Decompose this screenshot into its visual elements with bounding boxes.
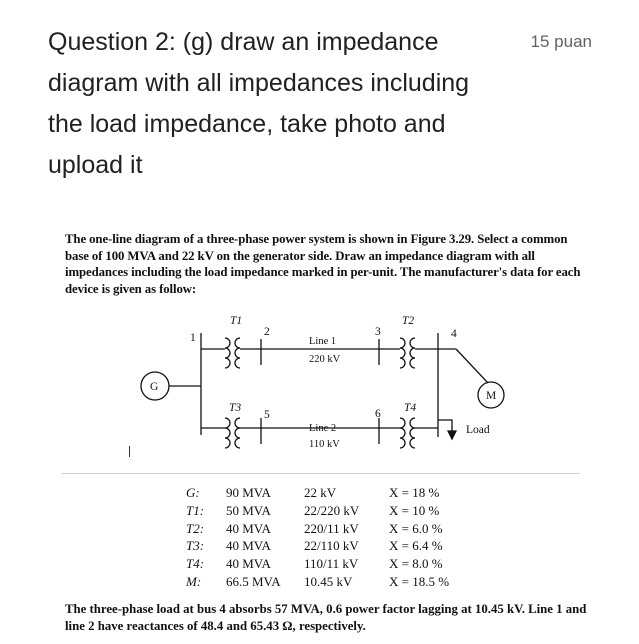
device-kv: 22/220 kV xyxy=(304,502,360,518)
device-name: T2: xyxy=(186,520,205,536)
one-line-diagram xyxy=(0,215,639,475)
transformer-label-t4: T4 xyxy=(404,402,417,414)
table-row xyxy=(186,520,449,538)
bus-label-1: 1 xyxy=(190,332,196,344)
transformer-label-t1: T1 xyxy=(230,315,243,327)
device-reactance: X = 18 % xyxy=(389,485,440,500)
device-mva: 40 MVA xyxy=(226,556,271,572)
table-row xyxy=(186,502,449,520)
device-reactance: X = 8.0 % xyxy=(389,556,443,572)
device-data-table xyxy=(186,484,449,591)
transformer-t1-symbol xyxy=(225,338,240,368)
bus-label-3: 3 xyxy=(375,326,381,338)
load-label: Load xyxy=(466,424,490,436)
transformer-t2-symbol xyxy=(400,338,415,368)
device-mva: 40 MVA xyxy=(226,538,271,554)
transformer-label-t2: T2 xyxy=(402,315,415,327)
line-2-name: Line 2 xyxy=(309,423,337,434)
device-mva: 40 MVA xyxy=(226,520,271,536)
device-name: T4: xyxy=(186,556,205,572)
problem-footer-text: The three-phase load at bus 4 absorbs 57 MVA, 0.6 power factor lagging at 10.45 kV. Line 1 and line 2 have reactances of 48.4 and 65.43 Ω, respectively. xyxy=(65,602,587,633)
question-title: Question 2: (g) draw an impedance diagram with all impedances including the load impedance, take photo and upload it xyxy=(48,28,470,179)
points-label: 15 puan xyxy=(530,32,592,51)
table-row xyxy=(186,484,449,502)
device-reactance: X = 6.0 % xyxy=(389,520,443,536)
device-kv: 110/11 kV xyxy=(304,556,359,572)
motor-label: M xyxy=(486,390,497,402)
device-reactance: X = 18.5 % xyxy=(389,573,450,589)
line-2-voltage: 110 kV xyxy=(309,439,340,450)
bus-label-2: 2 xyxy=(264,326,270,338)
bus-label-6: 6 xyxy=(375,408,381,420)
device-name: M: xyxy=(186,573,202,589)
device-mva: 66.5 MVA xyxy=(226,573,281,589)
problem-image xyxy=(0,215,639,644)
device-name: T1: xyxy=(186,502,205,518)
line-1-voltage: 220 kV xyxy=(309,354,341,365)
device-reactance: X = 10 % xyxy=(389,502,440,518)
section-divider xyxy=(62,473,580,474)
text-cursor-mark xyxy=(129,446,130,457)
device-kv: 22 kV xyxy=(304,485,337,500)
problem-intro-text: The one-line diagram of a three-phase power system is shown in Figure 3.29. Select a common base of 100 MVA and 22 kV on the generator side. Draw an impedance diagram with all impedances including the load impedance marked in per-unit. The manufacturer's data for each device is given as follow: xyxy=(65,232,581,296)
bus-label-5: 5 xyxy=(264,409,270,421)
device-reactance: X = 6.4 % xyxy=(389,538,443,554)
transformer-t4-symbol xyxy=(400,418,415,448)
device-kv: 22/110 kV xyxy=(304,538,359,554)
device-kv: 10.45 kV xyxy=(304,573,353,589)
table-row xyxy=(186,555,449,573)
device-mva: 90 MVA xyxy=(226,485,271,500)
bus-label-4: 4 xyxy=(451,328,457,340)
device-kv: 220/11 kV xyxy=(304,520,359,536)
table-row xyxy=(186,573,449,591)
line-1-name: Line 1 xyxy=(309,336,337,347)
device-mva: 50 MVA xyxy=(226,502,271,518)
transformer-label-t3: T3 xyxy=(229,402,242,414)
load-symbol xyxy=(438,420,456,439)
transformer-t3-symbol xyxy=(225,418,240,448)
device-name: T3: xyxy=(186,538,205,554)
device-name: G: xyxy=(186,485,200,500)
table-row xyxy=(186,537,449,555)
generator-label: G xyxy=(150,381,159,393)
